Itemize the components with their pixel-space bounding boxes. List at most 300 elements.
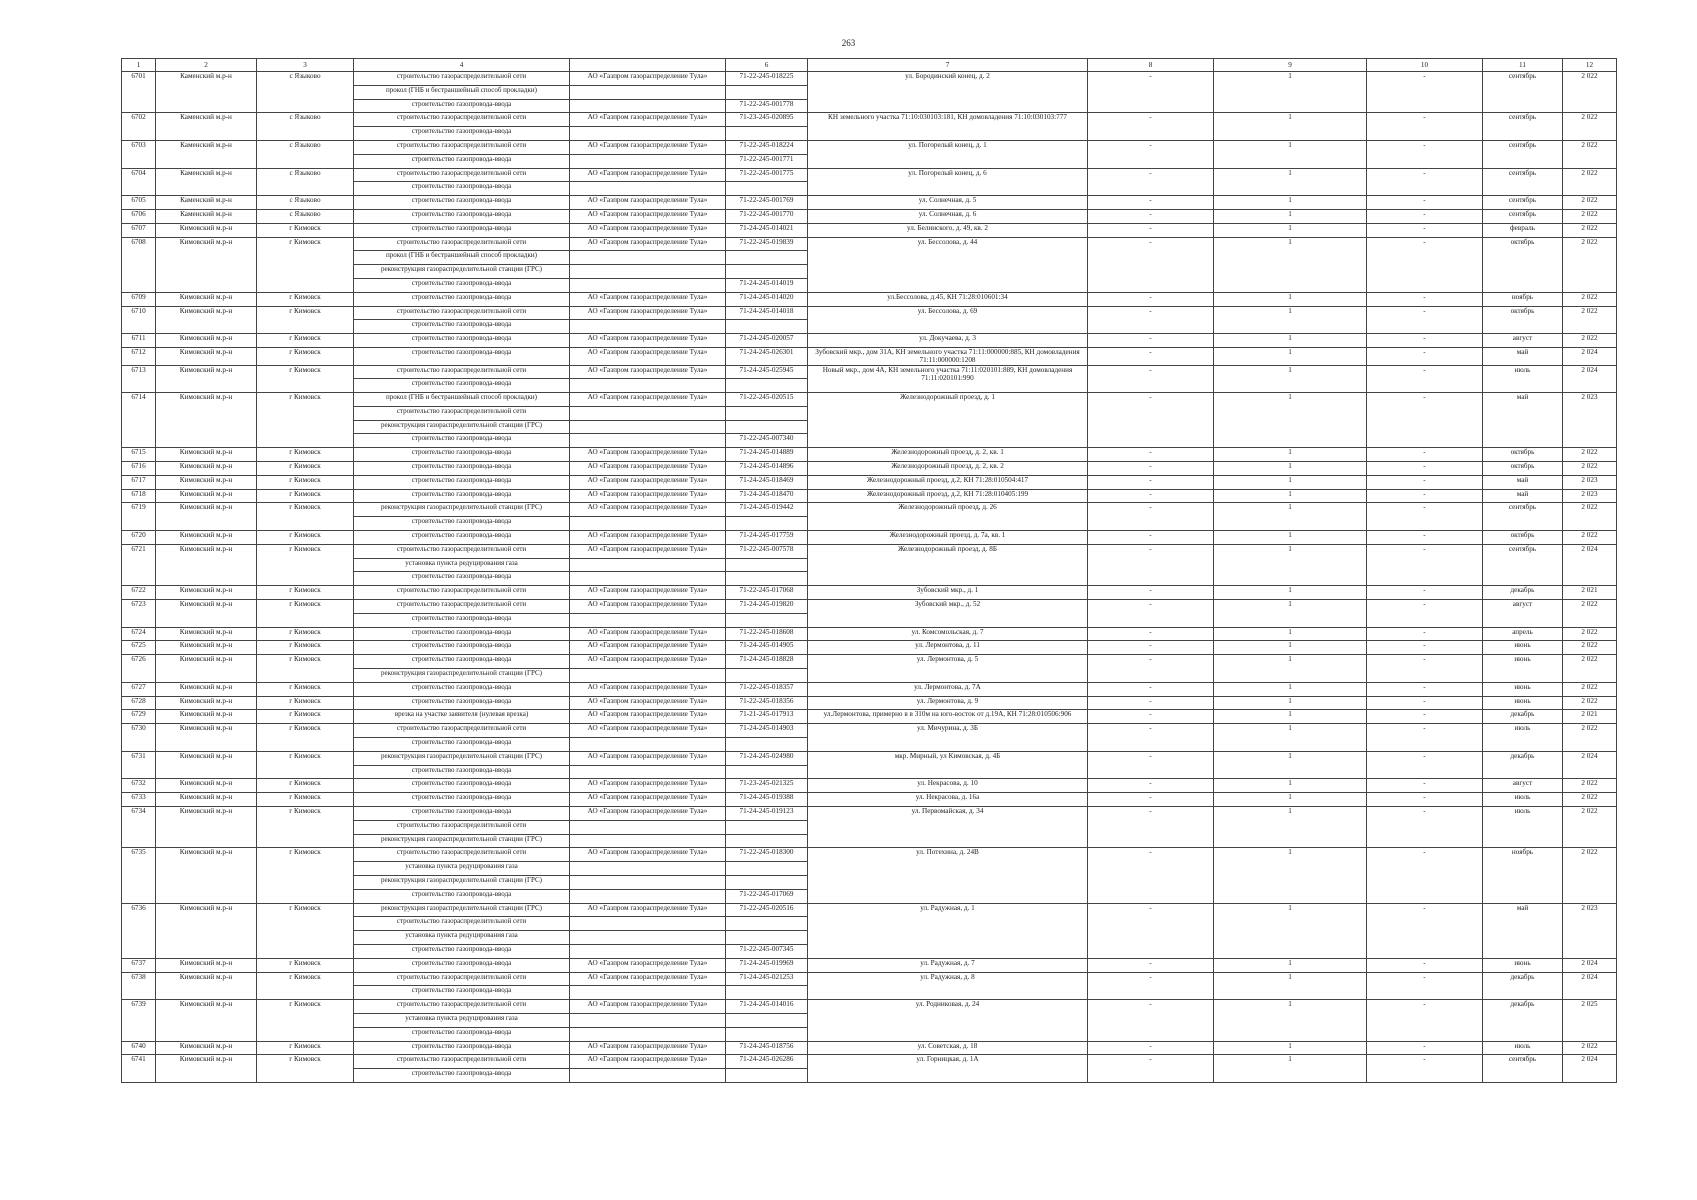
cell-work: врезка на участке заявителя (нулевая врезка) [354,710,570,724]
cell-code [726,931,808,945]
cell-settlement: г Кимовск [257,1041,354,1055]
table-row [122,848,1617,862]
cell-code: 71-22-245-001775 [726,168,808,182]
cell-code: 71-23-245-021325 [726,779,808,793]
cell-id: 6712 [122,347,156,365]
cell-code: 71-22-245-001769 [726,196,808,210]
cell-organization: АО «Газпром газораспределение Тула» [570,1055,726,1069]
cell-address: ул. Солнечная, д. 6 [808,209,1088,223]
table-row [122,903,1617,917]
cell-code [726,320,808,334]
cell-id: 6702 [122,113,156,141]
cell-code: 71-24-245-024980 [726,751,808,765]
cell-col8: - [1088,903,1214,958]
cell-organization: АО «Газпром газораспределение Тула» [570,306,726,320]
cell-id: 6713 [122,365,156,393]
cell-id: 6736 [122,903,156,958]
cell-col8: - [1088,641,1214,655]
cell-month: сентябрь [1483,196,1563,210]
cell-organization [570,182,726,196]
cell-organization: АО «Газпром газораспределение Тула» [570,475,726,489]
cell-address: ул. Радужная, д. 1 [808,903,1088,958]
cell-col9: 1 [1214,113,1367,141]
cell-organization: АО «Газпром газораспределение Тула» [570,113,726,127]
cell-organization: АО «Газпром газораспределение Тула» [570,655,726,669]
cell-col8: - [1088,627,1214,641]
cell-col9: 1 [1214,793,1367,807]
cell-district: Каменский м.р-н [156,113,257,141]
cell-col8: - [1088,347,1214,365]
cell-id: 6737 [122,958,156,972]
cell-organization: АО «Газпром газораспределение Тула» [570,641,726,655]
cell-month: апрель [1483,627,1563,641]
cell-work: строительство газораспределительной сети [354,306,570,320]
cell-col10: - [1367,393,1483,448]
cell-district: Кимовский м.р-н [156,292,257,306]
cell-col10: - [1367,306,1483,334]
cell-organization [570,875,726,889]
cell-settlement: г Кимовск [257,306,354,334]
cell-address: КН земельного участка 71:10:030103:181, КН домовладения 71:10:030103:777 [808,113,1088,141]
cell-year: 2 022 [1563,503,1617,531]
cell-col9: 1 [1214,365,1367,393]
cell-col10: - [1367,209,1483,223]
cell-month: сентябрь [1483,544,1563,585]
cell-settlement: г Кимовск [257,682,354,696]
cell-month: октябрь [1483,306,1563,334]
cell-address: Железнодорожный проезд, д. 2, кв. 2 [808,462,1088,476]
cell-work: строительство газопровода-ввода [354,182,570,196]
cell-organization: АО «Газпром газораспределение Тула» [570,365,726,379]
cell-district: Каменский м.р-н [156,72,257,113]
cell-col9: 1 [1214,306,1367,334]
cell-id: 6718 [122,489,156,503]
cell-district: Каменский м.р-н [156,196,257,210]
cell-col9: 1 [1214,209,1367,223]
cell-organization: АО «Газпром газораспределение Тула» [570,958,726,972]
cell-settlement: г Кимовск [257,724,354,752]
cell-id: 6706 [122,209,156,223]
cell-month: ноябрь [1483,848,1563,903]
cell-col8: - [1088,209,1214,223]
cell-month: ноябрь [1483,292,1563,306]
cell-code [726,1069,808,1083]
cell-work: строительство газопровода-ввода [354,738,570,752]
cell-code: 71-24-245-019123 [726,807,808,821]
cell-month: декабрь [1483,586,1563,600]
cell-col9: 1 [1214,334,1367,348]
cell-year: 2 024 [1563,972,1617,1000]
cell-code: 71-24-245-026286 [726,1055,808,1069]
cell-organization [570,1069,726,1083]
cell-col9: 1 [1214,72,1367,113]
cell-work: строительство газораспределительной сети [354,365,570,379]
cell-district: Кимовский м.р-н [156,655,257,683]
cell-settlement: г Кимовск [257,1000,354,1041]
cell-col9: 1 [1214,140,1367,168]
cell-organization: АО «Газпром газораспределение Тула» [570,393,726,407]
cell-id: 6724 [122,627,156,641]
cell-address: Железнодорожный проезд, д. 26 [808,503,1088,531]
cell-settlement: г Кимовск [257,958,354,972]
cell-work: строительство газопровода-ввода [354,154,570,168]
cell-organization: АО «Газпром газораспределение Тула» [570,1041,726,1055]
table-row [122,531,1617,545]
cell-settlement: с Языково [257,196,354,210]
cell-col10: - [1367,682,1483,696]
cell-address: ул. Солнечная, д. 5 [808,196,1088,210]
cell-month: октябрь [1483,237,1563,292]
table-row [122,807,1617,821]
cell-id: 6710 [122,306,156,334]
cell-code [726,765,808,779]
cell-work: строительство газопровода-ввода [354,334,570,348]
cell-code: 71-22-245-007578 [726,544,808,558]
cell-col8: - [1088,140,1214,168]
cell-month: июнь [1483,696,1563,710]
cell-col8: - [1088,1055,1214,1083]
cell-address: ул. Радужная, д. 8 [808,972,1088,1000]
cell-year: 2 022 [1563,209,1617,223]
page-number: 263 [841,38,856,48]
cell-year: 2 022 [1563,848,1617,903]
table-row [122,682,1617,696]
cell-organization: АО «Газпром газораспределение Тула» [570,489,726,503]
cell-code: 71-21-245-017913 [726,710,808,724]
cell-code: 71-22-245-017068 [726,586,808,600]
cell-work: строительство газораспределительной сети [354,848,570,862]
cell-address: ул. Комсомольская, д. 7 [808,627,1088,641]
cell-settlement: г Кимовск [257,489,354,503]
cell-month: октябрь [1483,462,1563,476]
table-row [122,72,1617,86]
cell-code: 71-22-245-019839 [726,237,808,251]
cell-col8: - [1088,448,1214,462]
cell-code: 71-22-245-018356 [726,696,808,710]
cell-settlement: г Кимовск [257,655,354,683]
cell-district: Кимовский м.р-н [156,641,257,655]
cell-year: 2 022 [1563,682,1617,696]
cell-id: 6731 [122,751,156,779]
cell-work: строительство газораспределительной сети [354,1055,570,1069]
cell-year: 2 024 [1563,751,1617,779]
cell-year: 2 023 [1563,393,1617,448]
cell-month: май [1483,903,1563,958]
cell-code: 71-24-245-019820 [726,600,808,614]
cell-organization: АО «Газпром газораспределение Тула» [570,334,726,348]
cell-settlement: г Кимовск [257,462,354,476]
cell-organization [570,320,726,334]
cell-settlement: г Кимовск [257,751,354,779]
cell-organization [570,558,726,572]
cell-month: май [1483,393,1563,448]
cell-year: 2 022 [1563,600,1617,628]
cell-col10: - [1367,600,1483,628]
table-row [122,475,1617,489]
cell-col8: - [1088,113,1214,141]
cell-district: Кимовский м.р-н [156,475,257,489]
table-row [122,696,1617,710]
cell-id: 6734 [122,807,156,848]
cell-col10: - [1367,531,1483,545]
cell-month: август [1483,779,1563,793]
cell-month: февраль [1483,223,1563,237]
cell-code: 71-24-245-019442 [726,503,808,517]
cell-address: Железнодорожный проезд, д. 1 [808,393,1088,448]
cell-organization [570,406,726,420]
cell-year: 2 024 [1563,365,1617,393]
cell-col10: - [1367,292,1483,306]
table-row [122,958,1617,972]
cell-work: строительство газопровода-ввода [354,958,570,972]
cell-col9: 1 [1214,724,1367,752]
cell-district: Кимовский м.р-н [156,751,257,779]
cell-district: Кимовский м.р-н [156,1055,257,1083]
cell-address: ул. Родниковая, д. 24 [808,1000,1088,1041]
cell-col10: - [1367,710,1483,724]
cell-col10: - [1367,448,1483,462]
cell-organization [570,572,726,586]
cell-col9: 1 [1214,475,1367,489]
cell-year: 2 022 [1563,807,1617,848]
cell-code: 71-24-245-020057 [726,334,808,348]
cell-work: строительство газопровода-ввода [354,434,570,448]
cell-month: август [1483,334,1563,348]
cell-code: 71-24-245-014018 [726,306,808,320]
cell-year: 2 022 [1563,292,1617,306]
table-body [122,72,1617,1083]
cell-code: 71-24-245-025945 [726,365,808,379]
cell-work: строительство газопровода-ввода [354,196,570,210]
cell-col9: 1 [1214,1041,1367,1055]
cell-id: 6709 [122,292,156,306]
cell-organization [570,265,726,279]
cell-address: ул. Бессолова, д. 44 [808,237,1088,292]
cell-address: ул. Горницкая, д. 1А [808,1055,1088,1083]
cell-col10: - [1367,751,1483,779]
cell-code: 71-22-245-017069 [726,889,808,903]
cell-district: Кимовский м.р-н [156,544,257,585]
cell-code [726,1013,808,1027]
cell-address: ул.Лермонтова, примерно в в 310м на юго-восток от д.19А, КН 71:28:010506:906 [808,710,1088,724]
cell-col8: - [1088,223,1214,237]
cell-work: строительство газопровода-ввода [354,448,570,462]
cell-work: реконструкция газораспределительной станции (ГРС) [354,903,570,917]
cell-col9: 1 [1214,168,1367,196]
cell-work: строительство газопровода-ввода [354,462,570,476]
cell-year: 2 022 [1563,196,1617,210]
cell-year: 2 022 [1563,724,1617,752]
cell-id: 6741 [122,1055,156,1083]
cell-col8: - [1088,655,1214,683]
cell-col9: 1 [1214,237,1367,292]
cell-col8: - [1088,807,1214,848]
cell-district: Кимовский м.р-н [156,531,257,545]
cell-col8: - [1088,972,1214,1000]
cell-address: Зубовский мкр., д. 52 [808,600,1088,628]
cell-code: 71-24-245-018756 [726,1041,808,1055]
cell-col10: - [1367,544,1483,585]
table-row [122,347,1617,365]
cell-code [726,834,808,848]
table-row [122,627,1617,641]
cell-code: 71-22-245-007345 [726,944,808,958]
cell-organization: АО «Газпром газораспределение Тула» [570,682,726,696]
cell-id: 6715 [122,448,156,462]
cell-organization: АО «Газпром газораспределение Тула» [570,848,726,862]
cell-work: строительство газораспределительной сети [354,600,570,614]
cell-code: 71-24-245-014903 [726,724,808,738]
cell-col8: - [1088,475,1214,489]
cell-organization [570,862,726,876]
cell-col8: - [1088,724,1214,752]
col-header-11: 11 [1483,59,1563,72]
cell-organization [570,889,726,903]
cell-organization: АО «Газпром газораспределение Тула» [570,793,726,807]
cell-settlement: г Кимовск [257,223,354,237]
cell-month: сентябрь [1483,209,1563,223]
cell-settlement: г Кимовск [257,710,354,724]
cell-district: Кимовский м.р-н [156,237,257,292]
cell-work: строительство газораспределительной сети [354,406,570,420]
cell-address: Железнодорожный проезд, д. 8Б [808,544,1088,585]
cell-year: 2 023 [1563,475,1617,489]
cell-address: ул. Лермонтова, д. 11 [808,641,1088,655]
cell-year: 2 022 [1563,696,1617,710]
cell-settlement: г Кимовск [257,807,354,848]
cell-work: строительство газораспределительной сети [354,1000,570,1014]
cell-month: сентябрь [1483,503,1563,531]
cell-organization [570,917,726,931]
cell-work: строительство газораспределительной сети [354,168,570,182]
cell-address: ул. Потехина, д. 24В [808,848,1088,903]
table-row [122,724,1617,738]
cell-organization: АО «Газпром газораспределение Тула» [570,807,726,821]
cell-code: 71-22-245-020515 [726,393,808,407]
cell-settlement: г Кимовск [257,972,354,1000]
cell-col8: - [1088,462,1214,476]
cell-organization: АО «Газпром газораспределение Тула» [570,72,726,86]
cell-code: 71-22-245-001778 [726,99,808,113]
cell-address: мкр. Мирный, ул Кимовская, д. 4Б [808,751,1088,779]
cell-district: Кимовский м.р-н [156,682,257,696]
cell-year: 2 023 [1563,489,1617,503]
cell-year: 2 021 [1563,710,1617,724]
cell-settlement: г Кимовск [257,544,354,585]
cell-organization: АО «Газпром газораспределение Тула» [570,779,726,793]
cell-col10: - [1367,586,1483,600]
cell-col10: - [1367,696,1483,710]
cell-col9: 1 [1214,531,1367,545]
cell-year: 2 022 [1563,72,1617,113]
cell-district: Кимовский м.р-н [156,600,257,628]
cell-month: сентябрь [1483,72,1563,113]
cell-settlement: с Языково [257,168,354,196]
cell-settlement: г Кимовск [257,627,354,641]
cell-code [726,420,808,434]
cell-district: Кимовский м.р-н [156,848,257,903]
table-row [122,237,1617,251]
cell-col10: - [1367,903,1483,958]
cell-organization [570,738,726,752]
cell-col8: - [1088,196,1214,210]
cell-work: строительство газопровода-ввода [354,889,570,903]
cell-work: строительство газораспределительной сети [354,544,570,558]
cell-col8: - [1088,600,1214,628]
cell-organization: АО «Газпром газораспределение Тула» [570,586,726,600]
cell-settlement: г Кимовск [257,334,354,348]
cell-year: 2 025 [1563,1000,1617,1041]
cell-code [726,862,808,876]
cell-work: строительство газопровода-ввода [354,292,570,306]
cell-month: май [1483,347,1563,365]
cell-work: прокол (ГНБ и бестраншейный способ прокладки) [354,85,570,99]
cell-col10: - [1367,655,1483,683]
cell-work: реконструкция газораспределительной станции (ГРС) [354,669,570,683]
cell-organization [570,931,726,945]
header-row [122,59,1617,72]
cell-address: ул. Мичурина, д. 3Б [808,724,1088,752]
cell-organization: АО «Газпром газораспределение Тула» [570,710,726,724]
cell-district: Кимовский м.р-н [156,586,257,600]
cell-work: реконструкция газораспределительной станции (ГРС) [354,420,570,434]
cell-district: Каменский м.р-н [156,168,257,196]
cell-organization: АО «Газпром газораспределение Тула» [570,1000,726,1014]
cell-organization [570,420,726,434]
cell-code [726,820,808,834]
cell-year: 2 022 [1563,655,1617,683]
cell-col9: 1 [1214,600,1367,628]
cell-address: Железнодорожный проезд, д. 7а, кв. 1 [808,531,1088,545]
col-header-8: 8 [1088,59,1214,72]
cell-work: строительство газораспределительной сети [354,113,570,127]
cell-col10: - [1367,641,1483,655]
cell-organization: АО «Газпром газораспределение Тула» [570,751,726,765]
cell-col8: - [1088,751,1214,779]
cell-work: строительство газопровода-ввода [354,209,570,223]
cell-col8: - [1088,848,1214,903]
cell-organization [570,517,726,531]
col-header-10: 10 [1367,59,1483,72]
cell-work: строительство газораспределительной сети [354,237,570,251]
cell-year: 2 022 [1563,113,1617,141]
cell-year: 2 024 [1563,958,1617,972]
cell-year: 2 022 [1563,237,1617,292]
cell-year: 2 022 [1563,223,1617,237]
cell-district: Кимовский м.р-н [156,972,257,1000]
cell-year: 2 022 [1563,168,1617,196]
cell-work: строительство газораспределительной сети [354,72,570,86]
cell-id: 6725 [122,641,156,655]
cell-work: строительство газопровода-ввода [354,99,570,113]
cell-code: 71-24-245-018469 [726,475,808,489]
cell-col9: 1 [1214,627,1367,641]
cell-col10: - [1367,724,1483,752]
cell-settlement: г Кимовск [257,696,354,710]
cell-organization: АО «Газпром газораспределение Тула» [570,544,726,558]
cell-code: 71-24-245-014889 [726,448,808,462]
cell-organization [570,986,726,1000]
cell-address: Железнодорожный проезд, д.2, КН 71:28:010405:199 [808,489,1088,503]
cell-year: 2 022 [1563,462,1617,476]
cell-settlement: г Кимовск [257,475,354,489]
cell-col8: - [1088,710,1214,724]
cell-id: 6716 [122,462,156,476]
cell-code [726,669,808,683]
cell-code: 71-22-245-001771 [726,154,808,168]
cell-id: 6705 [122,196,156,210]
cell-organization [570,1027,726,1041]
